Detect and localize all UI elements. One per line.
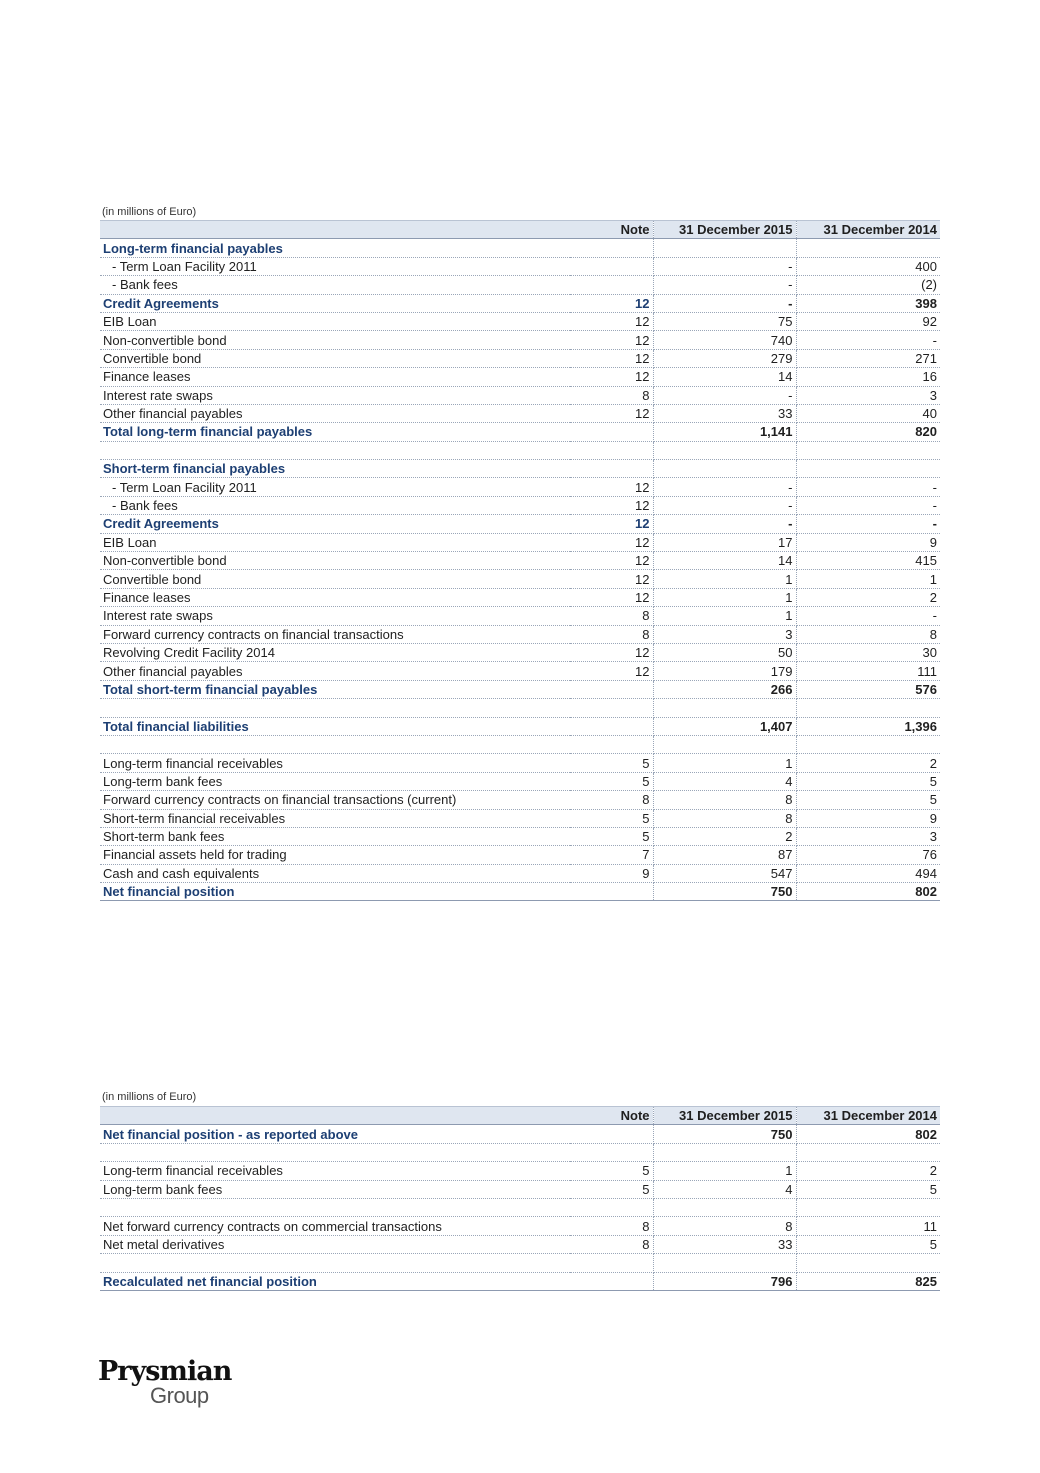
table-row bbox=[100, 883, 940, 901]
row-note bbox=[570, 257, 653, 275]
row-value-2014: 2 bbox=[796, 588, 940, 606]
row-label: EIB Loan bbox=[100, 533, 570, 551]
row-value-2014: - bbox=[796, 496, 940, 514]
spacer-row bbox=[100, 735, 940, 753]
row-note: 12 bbox=[570, 368, 653, 386]
row-label: Total long-term financial payables bbox=[100, 423, 570, 441]
row-value-2014: 40 bbox=[796, 404, 940, 422]
row-label bbox=[100, 699, 570, 717]
row-value-2015: 1 bbox=[653, 1162, 796, 1180]
table-row bbox=[100, 1235, 940, 1253]
row-label: Recalculated net financial position bbox=[100, 1272, 570, 1290]
row-value-2015: 266 bbox=[653, 680, 796, 698]
row-value-2014: 2 bbox=[796, 1162, 940, 1180]
header-note: Note bbox=[570, 1107, 653, 1125]
table-row bbox=[100, 552, 940, 570]
prysmian-group-logo bbox=[98, 1358, 231, 1406]
row-value-2015: 87 bbox=[653, 846, 796, 864]
row-value-2015: 4 bbox=[653, 772, 796, 790]
row-value-2015 bbox=[653, 460, 796, 478]
row-value-2015: - bbox=[653, 515, 796, 533]
row-note bbox=[570, 883, 653, 901]
row-label bbox=[100, 1254, 570, 1272]
header-label bbox=[100, 1107, 570, 1125]
row-note: 12 bbox=[570, 588, 653, 606]
row-label: Net metal derivatives bbox=[100, 1235, 570, 1253]
row-value-2015: 750 bbox=[653, 1125, 796, 1143]
table-row bbox=[100, 680, 940, 698]
row-value-2014 bbox=[796, 1198, 940, 1216]
row-value-2014: 11 bbox=[796, 1217, 940, 1235]
table-row bbox=[100, 662, 940, 680]
table-row bbox=[100, 827, 940, 845]
spacer-row bbox=[100, 441, 940, 459]
row-value-2014: 825 bbox=[796, 1272, 940, 1290]
row-note: 8 bbox=[570, 386, 653, 404]
row-value-2014: 9 bbox=[796, 533, 940, 551]
table-row bbox=[100, 1272, 940, 1290]
row-note: 5 bbox=[570, 809, 653, 827]
row-label: Total short-term financial payables bbox=[100, 680, 570, 698]
financial-liabilities-table bbox=[100, 220, 940, 901]
row-value-2015: 4 bbox=[653, 1180, 796, 1198]
row-label bbox=[100, 441, 570, 459]
row-value-2015: 3 bbox=[653, 625, 796, 643]
row-label: Credit Agreements bbox=[100, 294, 570, 312]
row-label: Forward currency contracts on financial transactions bbox=[100, 625, 570, 643]
row-value-2015 bbox=[653, 1198, 796, 1216]
row-value-2015: - bbox=[653, 257, 796, 275]
row-value-2015: 2 bbox=[653, 827, 796, 845]
row-value-2015: 740 bbox=[653, 331, 796, 349]
row-value-2014: 5 bbox=[796, 1180, 940, 1198]
row-value-2015: 33 bbox=[653, 1235, 796, 1253]
table-row bbox=[100, 588, 940, 606]
row-value-2014: 271 bbox=[796, 349, 940, 367]
row-note: 12 bbox=[570, 349, 653, 367]
row-value-2015: - bbox=[653, 276, 796, 294]
table-row bbox=[100, 791, 940, 809]
row-label: Revolving Credit Facility 2014 bbox=[100, 643, 570, 661]
row-value-2014 bbox=[796, 699, 940, 717]
header-note: Note bbox=[570, 221, 653, 239]
row-label: Financial assets held for trading bbox=[100, 846, 570, 864]
row-label: Short-term bank fees bbox=[100, 827, 570, 845]
row-value-2015: 14 bbox=[653, 552, 796, 570]
row-value-2015: 1,407 bbox=[653, 717, 796, 735]
spacer-row bbox=[100, 1198, 940, 1216]
table1-body bbox=[100, 221, 940, 901]
spacer-row bbox=[100, 699, 940, 717]
row-note: 8 bbox=[570, 607, 653, 625]
row-label: Total financial liabilities bbox=[100, 717, 570, 735]
table2-caption: (in millions of Euro) bbox=[102, 1091, 197, 1103]
row-note: 5 bbox=[570, 772, 653, 790]
row-value-2015: 796 bbox=[653, 1272, 796, 1290]
table-row bbox=[100, 257, 940, 275]
row-value-2014: 5 bbox=[796, 772, 940, 790]
row-note bbox=[570, 1143, 653, 1161]
table-row bbox=[100, 423, 940, 441]
row-note: 12 bbox=[570, 570, 653, 588]
table-row bbox=[100, 312, 940, 330]
table-row bbox=[100, 643, 940, 661]
row-value-2014: 802 bbox=[796, 1125, 940, 1143]
table-row bbox=[100, 772, 940, 790]
row-label: Interest rate swaps bbox=[100, 386, 570, 404]
row-label: Non-convertible bond bbox=[100, 552, 570, 570]
row-label: Other financial payables bbox=[100, 404, 570, 422]
row-label: Forward currency contracts on financial transactions (current) bbox=[100, 791, 570, 809]
logo-line-2: Group bbox=[150, 1383, 209, 1408]
row-note bbox=[570, 699, 653, 717]
row-value-2014 bbox=[796, 735, 940, 753]
table-row bbox=[100, 515, 940, 533]
row-value-2014: - bbox=[796, 607, 940, 625]
row-value-2014 bbox=[796, 460, 940, 478]
row-note: 5 bbox=[570, 754, 653, 772]
table-row bbox=[100, 368, 940, 386]
row-value-2015: 750 bbox=[653, 883, 796, 901]
row-label: Long-term financial receivables bbox=[100, 754, 570, 772]
row-label: Convertible bond bbox=[100, 570, 570, 588]
table-row bbox=[100, 809, 940, 827]
table-row bbox=[100, 846, 940, 864]
row-value-2015 bbox=[653, 239, 796, 257]
row-value-2015: 17 bbox=[653, 533, 796, 551]
table-row bbox=[100, 478, 940, 496]
row-value-2014: 9 bbox=[796, 809, 940, 827]
table-row bbox=[100, 1125, 940, 1143]
row-note bbox=[570, 1272, 653, 1290]
row-value-2015 bbox=[653, 699, 796, 717]
row-label: - Bank fees bbox=[100, 496, 570, 514]
table-row bbox=[100, 496, 940, 514]
row-note: 5 bbox=[570, 827, 653, 845]
row-value-2014: 820 bbox=[796, 423, 940, 441]
table-header-row bbox=[100, 221, 940, 239]
row-value-2015: - bbox=[653, 496, 796, 514]
row-label: Interest rate swaps bbox=[100, 607, 570, 625]
row-label: Credit Agreements bbox=[100, 515, 570, 533]
recalculated-position-table bbox=[100, 1106, 940, 1291]
row-note bbox=[570, 680, 653, 698]
row-value-2015: 279 bbox=[653, 349, 796, 367]
row-label: Short-term financial payables bbox=[100, 460, 570, 478]
row-label: Short-term financial receivables bbox=[100, 809, 570, 827]
row-note: 12 bbox=[570, 552, 653, 570]
table-row bbox=[100, 404, 940, 422]
row-value-2014 bbox=[796, 1254, 940, 1272]
row-value-2014: 802 bbox=[796, 883, 940, 901]
table-row bbox=[100, 294, 940, 312]
row-value-2015: 75 bbox=[653, 312, 796, 330]
row-note bbox=[570, 717, 653, 735]
row-note: 12 bbox=[570, 533, 653, 551]
row-value-2015: 33 bbox=[653, 404, 796, 422]
header-2015: 31 December 2015 bbox=[653, 221, 796, 239]
row-value-2014: 2 bbox=[796, 754, 940, 772]
row-note bbox=[570, 460, 653, 478]
row-value-2014: 415 bbox=[796, 552, 940, 570]
row-value-2015 bbox=[653, 1143, 796, 1161]
row-value-2014: 3 bbox=[796, 386, 940, 404]
row-value-2014: 5 bbox=[796, 791, 940, 809]
row-label: - Bank fees bbox=[100, 276, 570, 294]
logo-line-1: Prysmian bbox=[98, 1356, 232, 1387]
row-note: 8 bbox=[570, 791, 653, 809]
row-value-2014: 8 bbox=[796, 625, 940, 643]
row-note: 12 bbox=[570, 312, 653, 330]
spacer-row bbox=[100, 1254, 940, 1272]
row-note: 12 bbox=[570, 643, 653, 661]
table-row bbox=[100, 1162, 940, 1180]
table1-caption: (in millions of Euro) bbox=[102, 206, 197, 218]
row-value-2014: 16 bbox=[796, 368, 940, 386]
row-label: EIB Loan bbox=[100, 312, 570, 330]
row-value-2015: 14 bbox=[653, 368, 796, 386]
table-row bbox=[100, 386, 940, 404]
row-note: 12 bbox=[570, 404, 653, 422]
row-value-2014: 1,396 bbox=[796, 717, 940, 735]
row-value-2014: 400 bbox=[796, 257, 940, 275]
row-value-2014: - bbox=[796, 478, 940, 496]
row-note: 12 bbox=[570, 478, 653, 496]
row-label: Finance leases bbox=[100, 588, 570, 606]
row-value-2014: 1 bbox=[796, 570, 940, 588]
row-label: Non-convertible bond bbox=[100, 331, 570, 349]
row-note bbox=[570, 735, 653, 753]
row-label: Convertible bond bbox=[100, 349, 570, 367]
table-row bbox=[100, 864, 940, 882]
row-label: Long-term financial payables bbox=[100, 239, 570, 257]
table-row bbox=[100, 276, 940, 294]
row-note bbox=[570, 1198, 653, 1216]
row-note: 7 bbox=[570, 846, 653, 864]
row-note: 12 bbox=[570, 496, 653, 514]
row-note: 9 bbox=[570, 864, 653, 882]
table-row bbox=[100, 1180, 940, 1198]
spacer-row bbox=[100, 1143, 940, 1161]
row-label bbox=[100, 1143, 570, 1161]
row-value-2015: - bbox=[653, 386, 796, 404]
table-row bbox=[100, 331, 940, 349]
table-row bbox=[100, 754, 940, 772]
row-label: Long-term bank fees bbox=[100, 1180, 570, 1198]
row-value-2015: 1 bbox=[653, 570, 796, 588]
row-value-2014: 494 bbox=[796, 864, 940, 882]
row-note: 5 bbox=[570, 1180, 653, 1198]
table-row bbox=[100, 349, 940, 367]
row-note: 12 bbox=[570, 662, 653, 680]
row-value-2015: - bbox=[653, 478, 796, 496]
row-label bbox=[100, 1198, 570, 1216]
row-value-2014 bbox=[796, 1143, 940, 1161]
header-2014: 31 December 2014 bbox=[796, 1107, 940, 1125]
table-row bbox=[100, 460, 940, 478]
row-value-2015: 8 bbox=[653, 1217, 796, 1235]
row-note: 8 bbox=[570, 625, 653, 643]
row-value-2014: 111 bbox=[796, 662, 940, 680]
table-header-row bbox=[100, 1107, 940, 1125]
row-value-2014: 5 bbox=[796, 1235, 940, 1253]
row-value-2015: 1,141 bbox=[653, 423, 796, 441]
row-value-2015: 1 bbox=[653, 607, 796, 625]
row-value-2015: 1 bbox=[653, 754, 796, 772]
row-value-2014: (2) bbox=[796, 276, 940, 294]
row-note bbox=[570, 239, 653, 257]
row-note: 5 bbox=[570, 1162, 653, 1180]
row-value-2015 bbox=[653, 441, 796, 459]
row-value-2015: 8 bbox=[653, 809, 796, 827]
row-label: Cash and cash equivalents bbox=[100, 864, 570, 882]
row-label bbox=[100, 735, 570, 753]
row-label: Net financial position bbox=[100, 883, 570, 901]
row-value-2014 bbox=[796, 239, 940, 257]
row-note bbox=[570, 1125, 653, 1143]
row-value-2015: 1 bbox=[653, 588, 796, 606]
row-label: Other financial payables bbox=[100, 662, 570, 680]
row-label: Long-term financial receivables bbox=[100, 1162, 570, 1180]
table-row bbox=[100, 1217, 940, 1235]
row-note: 12 bbox=[570, 294, 653, 312]
row-value-2014: - bbox=[796, 515, 940, 533]
table2-body bbox=[100, 1107, 940, 1291]
header-2014: 31 December 2014 bbox=[796, 221, 940, 239]
row-value-2015: 179 bbox=[653, 662, 796, 680]
row-label: Finance leases bbox=[100, 368, 570, 386]
row-note bbox=[570, 276, 653, 294]
row-label: Long-term bank fees bbox=[100, 772, 570, 790]
row-value-2014 bbox=[796, 441, 940, 459]
table-row bbox=[100, 625, 940, 643]
row-note bbox=[570, 1254, 653, 1272]
table-row bbox=[100, 533, 940, 551]
row-value-2014: 398 bbox=[796, 294, 940, 312]
row-note: 8 bbox=[570, 1217, 653, 1235]
row-value-2015: 8 bbox=[653, 791, 796, 809]
header-label bbox=[100, 221, 570, 239]
row-label: - Term Loan Facility 2011 bbox=[100, 257, 570, 275]
row-value-2015 bbox=[653, 1254, 796, 1272]
row-label: Net financial position - as reported above bbox=[100, 1125, 570, 1143]
row-value-2014: 92 bbox=[796, 312, 940, 330]
row-value-2015: 547 bbox=[653, 864, 796, 882]
row-note bbox=[570, 423, 653, 441]
table-row bbox=[100, 717, 940, 735]
row-note: 8 bbox=[570, 1235, 653, 1253]
row-value-2015 bbox=[653, 735, 796, 753]
table-row bbox=[100, 239, 940, 257]
row-label: Net forward currency contracts on commercial transactions bbox=[100, 1217, 570, 1235]
table-row bbox=[100, 570, 940, 588]
row-note bbox=[570, 441, 653, 459]
row-value-2015: 50 bbox=[653, 643, 796, 661]
row-label: - Term Loan Facility 2011 bbox=[100, 478, 570, 496]
row-value-2014: 76 bbox=[796, 846, 940, 864]
header-2015: 31 December 2015 bbox=[653, 1107, 796, 1125]
row-value-2015: - bbox=[653, 294, 796, 312]
row-note: 12 bbox=[570, 331, 653, 349]
table-row bbox=[100, 607, 940, 625]
row-value-2014: 30 bbox=[796, 643, 940, 661]
row-note: 12 bbox=[570, 515, 653, 533]
row-value-2014: 576 bbox=[796, 680, 940, 698]
row-value-2014: - bbox=[796, 331, 940, 349]
row-value-2014: 3 bbox=[796, 827, 940, 845]
